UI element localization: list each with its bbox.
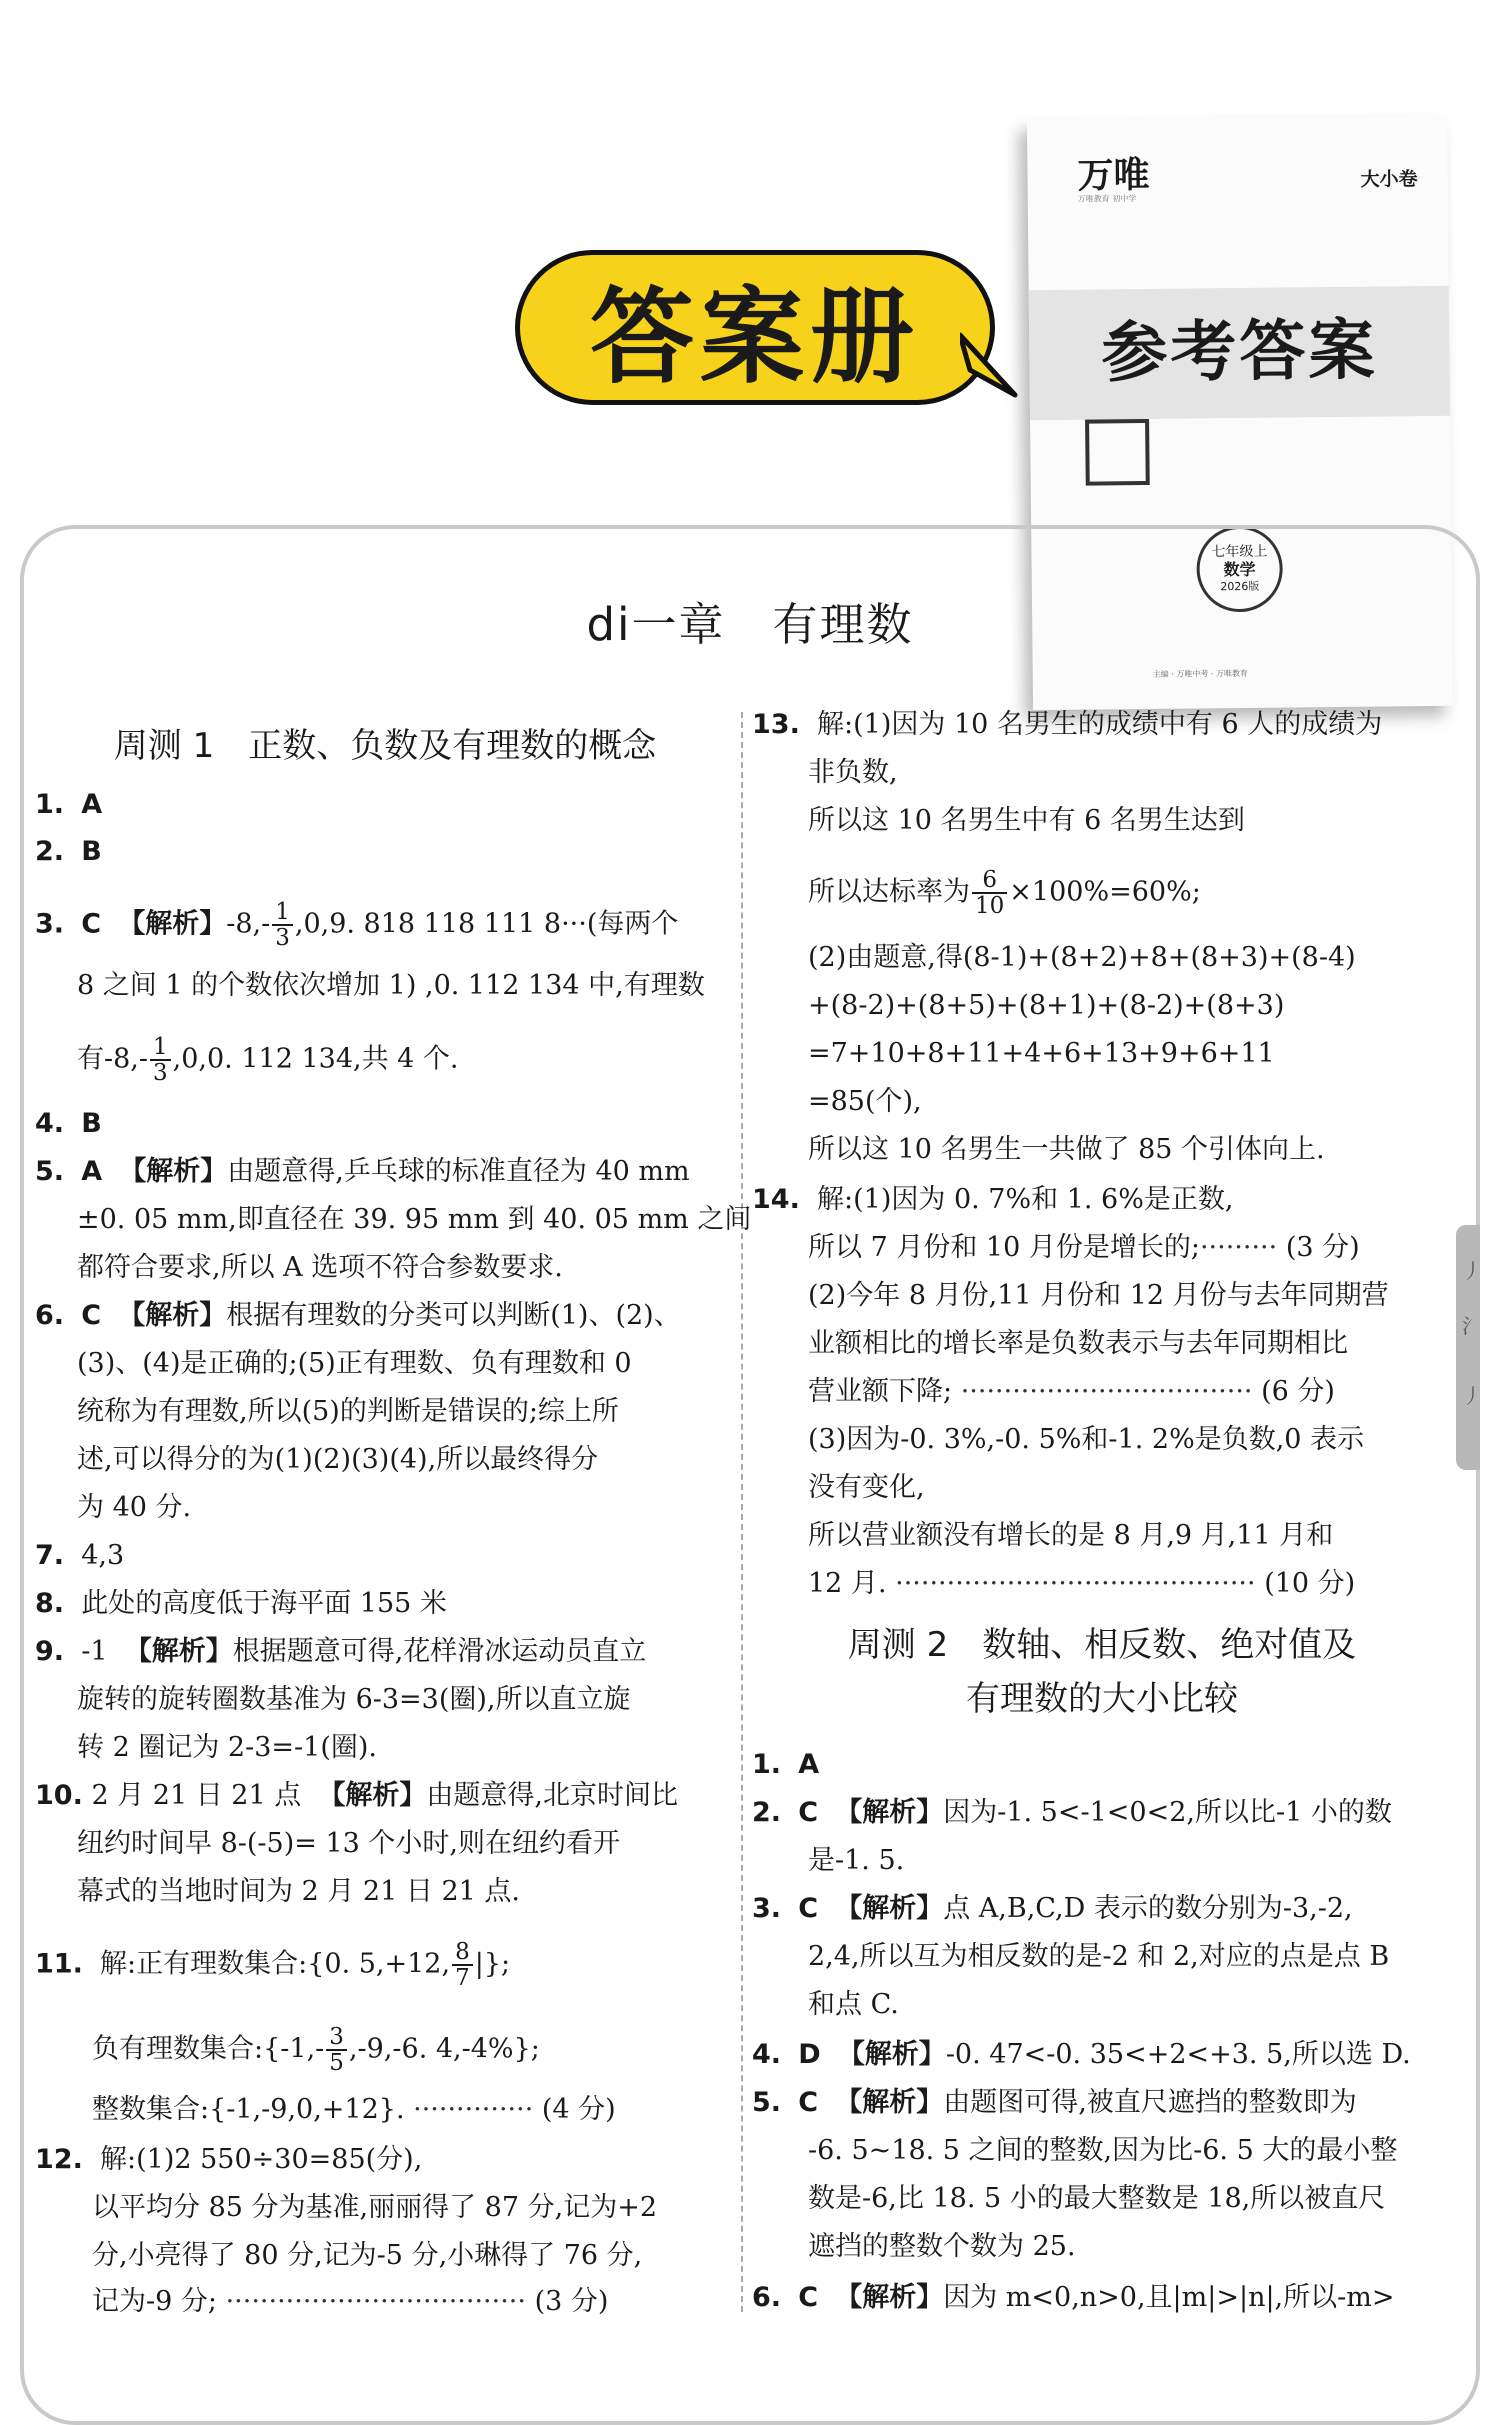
answer-item: 6. C 【解析】根据有理数的分类可以判断(1)、(2)、	[35, 1300, 681, 1331]
answer-text: ±0. 05 mm,即直径在 39. 95 mm 到 40. 05 mm 之间	[77, 1204, 752, 1235]
brand-subtitle: 万唯教育 初中学	[1077, 194, 1137, 204]
answer-text: 所以 7 月份和 10 月份是增长的;········· (3 分)	[808, 1232, 1360, 1263]
answer-text: =85(个),	[808, 1086, 922, 1117]
answer-book-badge	[515, 250, 995, 405]
answer-text: 营业额下降; ·································· (6 分)	[808, 1376, 1335, 1407]
answer-item: 2. C 【解析】因为-1. 5<-1<0<2,所以比-1 小的数	[752, 1797, 1392, 1828]
answer-text: 统称为有理数,所以(5)的判断是错误的;综上所	[77, 1396, 619, 1427]
side-mark: 氵	[1462, 1314, 1482, 1338]
section-title-week-2	[752, 1618, 1452, 1726]
cover-title: 参考答案	[1100, 311, 1378, 392]
answer-text: -6. 5~18. 5 之间的整数,因为比-6. 5 大的最小整	[808, 2135, 1398, 2166]
section-title-week-1: 周测 1 正数、负数及有理数的概念	[113, 726, 657, 766]
answer-item: 9. -1 【解析】根据题意可得,花样滑冰运动员直立	[35, 1636, 647, 1667]
answer-item: 13. 解:(1)因为 10 名男生的成绩中有 6 人的成绩为	[752, 709, 1383, 740]
series-tag: 大小卷	[1360, 168, 1418, 191]
seal-grade: 七年级上	[1211, 543, 1268, 560]
answer-item: 2. B	[35, 836, 102, 867]
answer-text: 是-1. 5.	[808, 1845, 905, 1876]
answer-item: 14. 解:(1)因为 0. 7%和 1. 6%是正数,	[752, 1184, 1234, 1215]
answer-text: 非负数,	[808, 757, 898, 788]
answer-item: 7. 4,3	[35, 1540, 125, 1571]
answer-text: 数是-6,比 18. 5 小的最大整数是 18,所以被直尺	[808, 2183, 1386, 2214]
column-divider	[741, 712, 743, 2312]
answer-text: 没有变化,	[808, 1472, 925, 1503]
answer-text: 纽约时间早 8-(-5)= 13 个小时,则在纽约看开	[77, 1828, 620, 1859]
answer-item: 12. 解:(1)2 550÷30=85(分),	[35, 2144, 423, 2175]
answer-text: +(8-2)+(8+5)+(8+1)+(8-2)+(8+3)	[808, 990, 1285, 1021]
answer-item: 3. C 【解析】-8,- $\frac{1}{3}$ ,0,9. 818 118 111 8···(每两个	[35, 899, 679, 951]
answer-text: (2)由题意,得(8-1)+(8+2)+8+(8+3)+(8-4)	[808, 942, 1356, 973]
answer-text: 为 40 分.	[77, 1492, 192, 1523]
answer-book-label: 答案册	[589, 275, 920, 398]
answer-text: 和点 C.	[808, 1989, 899, 2020]
answer-item: 4. D 【解析】-0. 47<-0. 35<+2<+3. 5,所以选 D.	[752, 2039, 1411, 2070]
cover-bookmark-icon	[1085, 419, 1150, 486]
answer-text: 转 2 圈记为 2-3=-1(圈).	[77, 1732, 377, 1763]
answer-item: 11. 解:正有理数集合:{0. 5,+12, $\frac{8}{7}$ |};	[35, 1939, 511, 1991]
answer-item: 6. C 【解析】因为 m<0,n>0,且|m|>|n|,所以-m>	[752, 2282, 1395, 2313]
answer-text: =7+10+8+11+4+6+13+9+6+11	[808, 1038, 1275, 1069]
answer-item: 4. B	[35, 1108, 102, 1139]
answer-text: 业额相比的增长率是负数表示与去年同期相比	[808, 1328, 1348, 1359]
answer-item: 3. C 【解析】点 A,B,C,D 表示的数分别为-3,-2,	[752, 1893, 1353, 1924]
answer-text: 负有理数集合:{-1,- $\frac{3}{5}$ ,-9,-6. 4,-4%};	[92, 2024, 540, 2076]
section-title-line: 周测 2 数轴、相反数、绝对值及	[847, 1625, 1357, 1665]
answer-text: 有-8,- $\frac{1}{3}$ ,0,0. 112 134,共 4 个.	[77, 1034, 459, 1086]
answer-text: 所以营业额没有增长的是 8 月,9 月,11 月和	[808, 1520, 1334, 1551]
answer-text: 所以这 10 名男生一共做了 85 个引体向上.	[808, 1134, 1325, 1165]
seal-subject: 数学	[1223, 559, 1256, 579]
answer-text: 旋转的旋转圈数基准为 6-3=3(圈),所以直立旋	[77, 1684, 631, 1715]
answer-item: 1. A	[35, 789, 103, 820]
answer-text: 2,4,所以互为相反数的是-2 和 2,对应的点是点 B	[808, 1941, 1390, 1972]
answer-text: 幕式的当地时间为 2 月 21 日 21 点.	[77, 1876, 520, 1907]
answer-item: 1. A	[752, 1749, 820, 1780]
answer-text: 述,可以得分的为(1)(2)(3)(4),所以最终得分	[77, 1444, 599, 1475]
answer-text: (2)今年 8 月份,11 月份和 12 月份与去年同期营	[808, 1280, 1389, 1311]
section-title-line: 有理数的大小比较	[966, 1679, 1238, 1719]
brand-logo: 万唯	[1077, 154, 1150, 197]
answer-item: 5. A 【解析】由题意得,乒乓球的标准直径为 40 mm	[35, 1156, 690, 1187]
answer-text: 所以达标率为 $\frac{6}{10}$ ×100%=60%;	[808, 867, 1201, 919]
answer-text: 12 月. ·········································· (10 分)	[808, 1568, 1356, 1599]
answer-text: (3)、(4)是正确的;(5)正有理数、负有理数和 0	[77, 1348, 632, 1379]
answer-text: 整数集合:{-1,-9,0,+12}. ·············· (4 分)	[92, 2094, 616, 2125]
answer-item: 8. 此处的高度低于海平面 155 米	[35, 1588, 447, 1619]
answer-text: 所以这 10 名男生中有 6 名男生达到	[808, 805, 1245, 836]
seal-edition: 2026版	[1220, 579, 1260, 593]
chapter-title: di一章 有理数	[586, 598, 914, 651]
answer-text: 以平均分 85 分为基准,丽丽得了 87 分,记为+2	[92, 2192, 658, 2223]
side-mark: 丿	[1462, 1259, 1482, 1283]
answer-text: 记为-9 分; ··································· (3 分)	[92, 2286, 609, 2317]
answer-text: 都符合要求,所以 A 选项不符合参数要求.	[77, 1252, 563, 1283]
answer-item: 10. 2 月 21 日 21 点 【解析】由题意得,北京时间比	[35, 1780, 679, 1811]
answer-text: (3)因为-0. 3%,-0. 5%和-1. 2%是负数,0 表示	[808, 1424, 1365, 1455]
side-mark: 丿	[1462, 1384, 1482, 1408]
badge-tail-icon	[960, 330, 1020, 400]
cover-footer: 主编 · 万唯中考 · 万唯教育	[1152, 668, 1249, 679]
answer-item: 5. C 【解析】由题图可得,被直尺遮挡的整数即为	[752, 2087, 1357, 2118]
answer-text: 8 之间 1 的个数依次增加 1) ,0. 112 134 中,有理数	[77, 970, 705, 1001]
answer-text: 遮挡的整数个数为 25.	[808, 2231, 1076, 2262]
answer-text: 分,小亮得了 80 分,记为-5 分,小琳得了 76 分,	[92, 2240, 643, 2271]
